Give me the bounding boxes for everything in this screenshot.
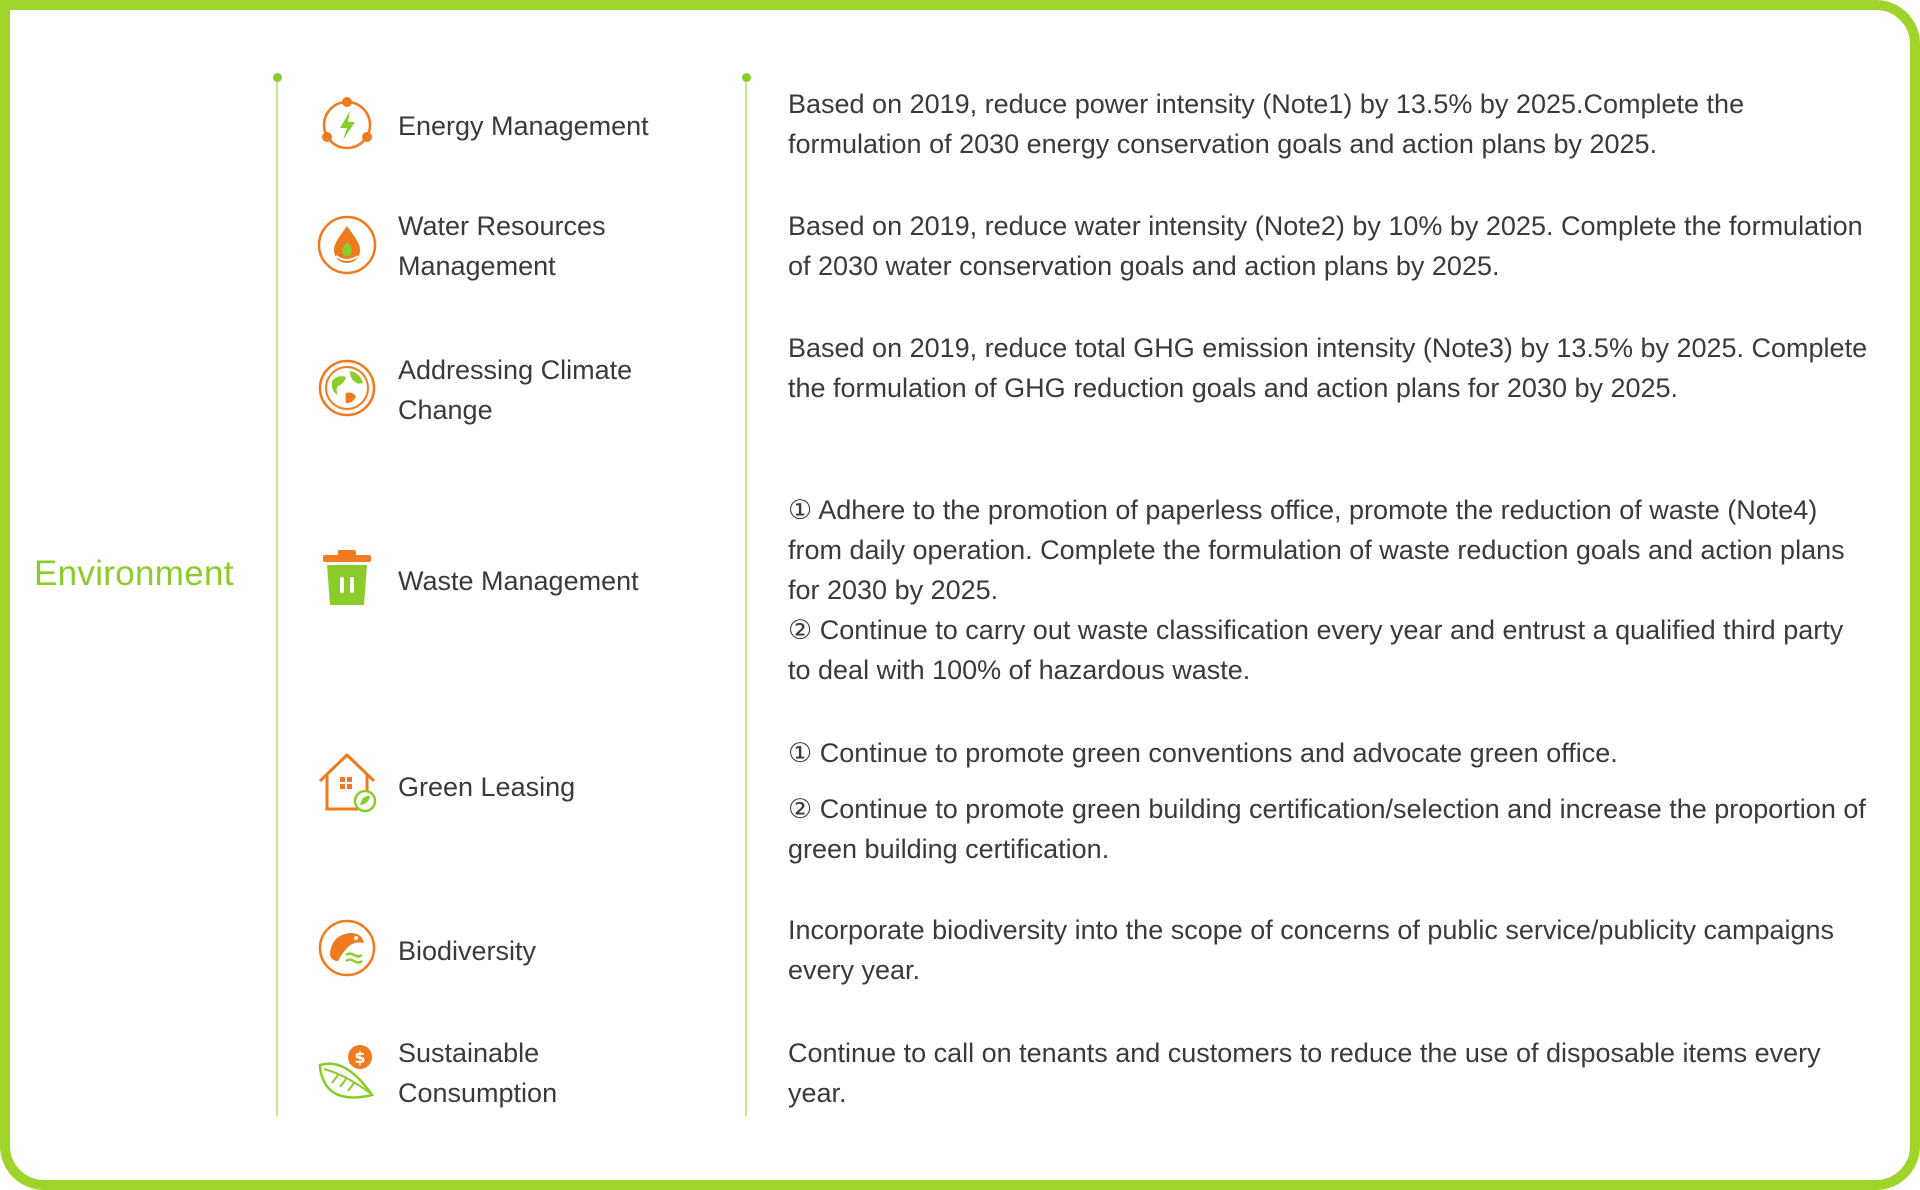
divider-left-dot [273,73,282,82]
row-label: Green Leasing [398,772,576,802]
row-label: Waste Management [398,566,639,596]
description-text: Incorporate biodiversity into the scope of concerns of public service/publicity campaigns every year. [788,915,1835,985]
description-text: Based on 2019, reduce total GHG emission intensity (Note3) by 13.5% by 2025. Complete the formulation of GHG reduction goals and action plans for 2030 by 2025. [788,333,1868,403]
leaf-coin-icon [316,1043,378,1105]
row-description [788,206,1868,286]
row-description [788,910,1868,990]
description-text: ② Continue to carry out waste classification every year and entrust a qualified third party to deal with 100% of hazardous waste. [788,615,1844,685]
description-text: Based on 2019, reduce water intensity (Note2) by 10% by 2025. Complete the formulation of 2030 water conservation goals and action plans by 2025. [788,211,1863,281]
description-text: ② Continue to promote green building certification/selection and increase the proportion of green building certification. [788,794,1866,864]
svg-text:$: $ [354,1048,366,1067]
row-description [788,1033,1868,1113]
energy-icon [316,94,378,156]
divider-left [276,78,278,1116]
globe-icon [316,357,378,419]
row-label: Addressing Climate Change [398,355,633,425]
divider-right-dot [742,73,751,82]
row-description [788,84,1868,164]
row-label: Water Resources Management [398,211,606,281]
trash-bin-icon [316,547,378,609]
category-title: Environment [34,554,234,593]
description-text: ① Continue to promote green conventions and advocate green office. [788,738,1618,768]
row-label: Energy Management [398,111,649,141]
green-house-icon [316,751,378,813]
row-label: Biodiversity [398,936,537,966]
row-label: Sustainable Consumption [398,1038,558,1108]
description-text: Based on 2019, reduce power intensity (Note1) by 13.5% by 2025.Complete the formulation of 2030 energy conservation goals and action plans by 2025. [788,89,1745,159]
row-description [788,328,1868,408]
fish-icon [316,917,378,979]
divider-right [745,78,747,1116]
row-description [788,733,1868,869]
description-text: ① Adhere to the promotion of paperless office, promote the reduction of waste (Note4) from daily operation. Complete the formulation of waste reduction goals and action plans for 2030 by 2025. [788,495,1845,605]
row-description [788,490,1868,690]
water-drop-icon [316,214,378,276]
description-text: Continue to call on tenants and customers to reduce the use of disposable items every year. [788,1038,1821,1108]
